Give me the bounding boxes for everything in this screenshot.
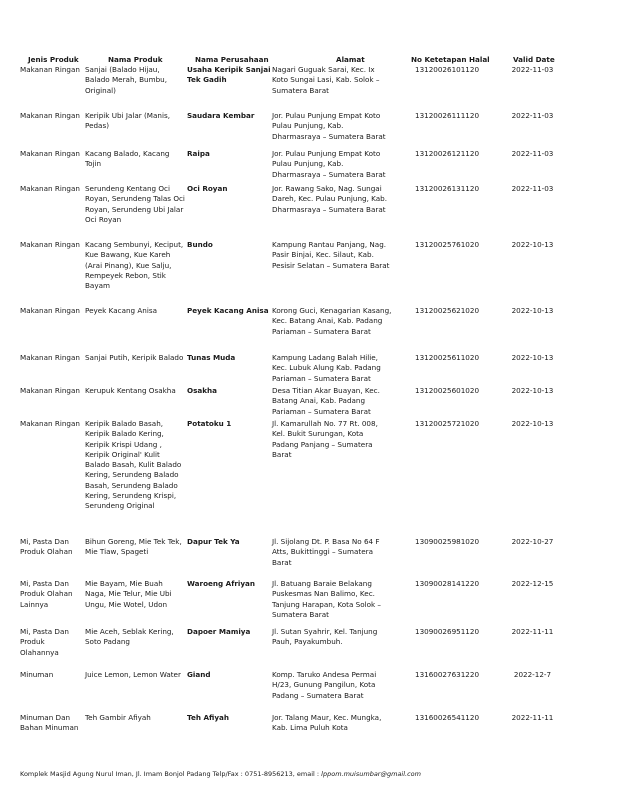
cell-no-halal: 13090026951120 — [415, 627, 480, 636]
cell-nama-perusahaan: Dapur Tek Ya — [187, 537, 240, 546]
cell-nama-produk: Juice Lemon, Lemon Water — [85, 670, 181, 679]
cell-no-halal: 13160027631220 — [415, 670, 480, 679]
cell-jenis-produk: Mi, Pasta Dan Produk Olahan — [20, 537, 73, 557]
cell-alamat: Jor. Pulau Punjung Empat Koto Pulau Punjung, Kab. Dharmasraya – Sumatera Barat — [272, 149, 386, 179]
cell-valid-date: 2022-10-13 — [511, 419, 554, 428]
cell-jenis-produk: Makanan Ringan — [20, 65, 80, 74]
cell-nama-perusahaan: Giand — [187, 670, 211, 679]
cell-no-halal: 13090028141220 — [415, 579, 480, 588]
cell-valid-date: 2022-11-11 — [511, 627, 554, 636]
cell-jenis-produk: Makanan Ringan — [20, 419, 80, 428]
cell-nama-perusahaan: Peyek Kacang Anisa — [187, 306, 269, 315]
cell-no-halal: 13120026111120 — [415, 111, 480, 120]
cell-no-halal: 13120026131120 — [415, 184, 480, 193]
cell-valid-date: 2022-10-13 — [511, 240, 554, 249]
cell-alamat: Kampung Rantau Panjang, Nag. Pasir Binjai, Kec. Silaut, Kab. Pesisir Selatan – Sumatera Barat — [272, 240, 390, 270]
cell-alamat: Jor. Talang Maur, Kec. Mungka, Kab. Lima Puluh Kota — [272, 713, 382, 733]
cell-no-halal: 13120025761020 — [415, 240, 480, 249]
header-no-ketetapan-halal: No Ketetapan Halal — [411, 55, 490, 64]
cell-alamat: Komp. Taruko Andesa Permai H/23, Gunung Pangilun, Kota Padang – Sumatera Barat — [272, 670, 377, 700]
cell-alamat: Jor. Pulau Punjung Empat Koto Pulau Punjung, Kab. Dharmasraya – Sumatera Barat — [272, 111, 386, 141]
header-valid-date: Valid Date — [513, 55, 555, 64]
cell-nama-perusahaan: Raipa — [187, 149, 210, 158]
cell-jenis-produk: Mi, Pasta Dan Produk Olahan Lainnya — [20, 579, 73, 609]
cell-no-halal: 13120025601020 — [415, 386, 480, 395]
header-alamat: Alamat — [336, 55, 365, 64]
cell-nama-produk: Peyek Kacang Anisa — [85, 306, 157, 315]
cell-jenis-produk: Makanan Ringan — [20, 240, 80, 249]
cell-alamat: Jl. Sutan Syahrir, Kel. Tanjung Pauh, Payakumbuh. — [272, 627, 378, 647]
cell-nama-perusahaan: Saudara Kembar — [187, 111, 255, 120]
cell-no-halal: 13160026541120 — [415, 713, 480, 722]
cell-jenis-produk: Makanan Ringan — [20, 386, 80, 395]
cell-valid-date: 2022-11-03 — [511, 184, 554, 193]
cell-no-halal: 13120025721020 — [415, 419, 480, 428]
cell-valid-date: 2022-11-03 — [511, 65, 554, 74]
cell-no-halal: 13120026101120 — [415, 65, 480, 74]
cell-no-halal: 13090025981020 — [415, 537, 480, 546]
cell-jenis-produk: Makanan Ringan — [20, 149, 80, 158]
cell-nama-produk: Teh Gambir Afiyah — [85, 713, 151, 722]
cell-nama-produk: Keripik Balado Basah, Keripik Balado Kering, Keripik Krispi Udang , Keripik Original' Kulit Balado Basah, Kulit Balado Kering, Serundeng Balado Basah, Serundeng Balado Kering, Serundeng Krispi, Serundeng Original — [85, 419, 182, 511]
cell-alamat: Nagari Guguak Sarai, Kec. Ix Koto Sungai Lasi, Kab. Solok – Sumatera Barat — [272, 65, 380, 95]
cell-valid-date: 2022-12-7 — [513, 670, 552, 679]
cell-valid-date: 2022-10-13 — [511, 386, 554, 395]
cell-valid-date: 2022-10-13 — [511, 353, 554, 362]
cell-valid-date: 2022-12-15 — [511, 579, 554, 588]
header-jenis-produk: Jenis Produk — [28, 55, 79, 64]
cell-nama-perusahaan: Usaha Keripik Sanjai Tek Gadih — [187, 65, 271, 85]
cell-alamat: Jl. Kamarullah No. 77 Rt. 008, Kel. Bukit Surungan, Kota Padang Panjang – Sumatera Barat — [272, 419, 378, 459]
cell-nama-perusahaan: Dapoer Mamiya — [187, 627, 251, 636]
cell-nama-perusahaan: Bundo — [187, 240, 213, 249]
cell-nama-produk: Keripik Ubi Jalar (Manis, Pedas) — [85, 111, 170, 131]
cell-alamat: Desa Titian Akar Buayan, Kec. Batang Anai, Kab. Padang Pariaman – Sumatera Barat — [272, 386, 380, 416]
cell-nama-perusahaan: Potatoku 1 — [187, 419, 232, 428]
cell-jenis-produk: Minuman Dan Bahan Minuman — [20, 713, 79, 733]
cell-no-halal: 13120026121120 — [415, 149, 480, 158]
cell-valid-date: 2022-11-11 — [511, 713, 554, 722]
cell-nama-produk: Bihun Goreng, Mie Tek Tek, Mie Tiaw, Spageti — [85, 537, 182, 557]
cell-alamat: Jl. Batuang Baraie Belakang Puskesmas Nan Balimo, Kec. Tanjung Harapan, Kota Solok – Sumatera Barat — [272, 579, 382, 619]
cell-no-halal: 13120025611020 — [415, 353, 480, 362]
cell-alamat: Korong Guci, Kenagarian Kasang, Kec. Batang Anai, Kab. Padang Pariaman – Sumatera Barat — [272, 306, 392, 336]
header-nama-perusahaan: Nama Perusahaan — [195, 55, 269, 64]
cell-no-halal: 13120025621020 — [415, 306, 480, 315]
cell-jenis-produk: Makanan Ringan — [20, 306, 80, 315]
cell-jenis-produk: Makanan Ringan — [20, 184, 80, 193]
footer-address: Komplek Masjid Agung Nurul Iman, Jl. Imam Bonjol Padang Telp/Fax : 0751-8956213, email : — [20, 770, 320, 778]
page-footer — [20, 769, 421, 779]
cell-jenis-produk: Mi, Pasta Dan Produk Olahannya — [20, 627, 69, 657]
cell-valid-date: 2022-10-27 — [511, 537, 554, 546]
cell-nama-produk: Mie Aceh, Seblak Kering, Soto Padang — [85, 627, 174, 647]
cell-nama-produk: Sanjai (Balado Hijau, Balado Merah, Bumbu, Original) — [85, 65, 167, 95]
cell-jenis-produk: Makanan Ringan — [20, 353, 80, 362]
cell-nama-produk: Kerupuk Kentang Osakha — [85, 386, 176, 395]
cell-nama-perusahaan: Tunas Muda — [187, 353, 236, 362]
cell-nama-produk: Kacang Sembunyi, Keciput, Kue Bawang, Kue Kareh (Arai Pinang), Kue Salju, Rempeyek Rebon, Stik Bayam — [85, 240, 184, 291]
cell-alamat: Jor. Rawang Sako, Nag. Sungai Dareh, Kec. Pulau Punjung, Kab. Dharmasraya – Sumatera Barat — [272, 184, 387, 214]
cell-alamat: Jl. Sijolang Dt. P. Basa No 64 F Atts, Bukittinggi – Sumatera Barat — [272, 537, 380, 567]
cell-jenis-produk: Makanan Ringan — [20, 111, 80, 120]
cell-nama-produk: Serundeng Kentang Oci Royan, Serundeng Talas Oci Royan, Serundeng Ubi Jalar Oci Royan — [85, 184, 185, 224]
footer-email[interactable]: lppom.muisumbar@gmail.com — [321, 770, 421, 778]
cell-valid-date: 2022-10-13 — [511, 306, 554, 315]
cell-valid-date: 2022-11-03 — [511, 149, 554, 158]
cell-nama-produk: Kacang Balado, Kacang Tojin — [85, 149, 170, 169]
cell-nama-perusahaan: Teh Afiyah — [187, 713, 229, 722]
cell-nama-perusahaan: Oci Royan — [187, 184, 228, 193]
cell-nama-produk: Mie Bayam, Mie Buah Naga, Mie Telur, Mie Ubi Ungu, Mie Wotel, Udon — [85, 579, 172, 609]
cell-nama-perusahaan: Osakha — [187, 386, 217, 395]
cell-nama-perusahaan: Waroeng Afriyan — [187, 579, 255, 588]
header-nama-produk: Nama Produk — [108, 55, 163, 64]
cell-valid-date: 2022-11-03 — [511, 111, 554, 120]
cell-nama-produk: Sanjai Putih, Keripik Balado — [85, 353, 184, 362]
cell-alamat: Kampung Ladang Balah Hilie, Kec. Lubuk Alung Kab. Padang Pariaman – Sumatera Barat — [272, 353, 381, 383]
cell-jenis-produk: Minuman — [20, 670, 54, 679]
